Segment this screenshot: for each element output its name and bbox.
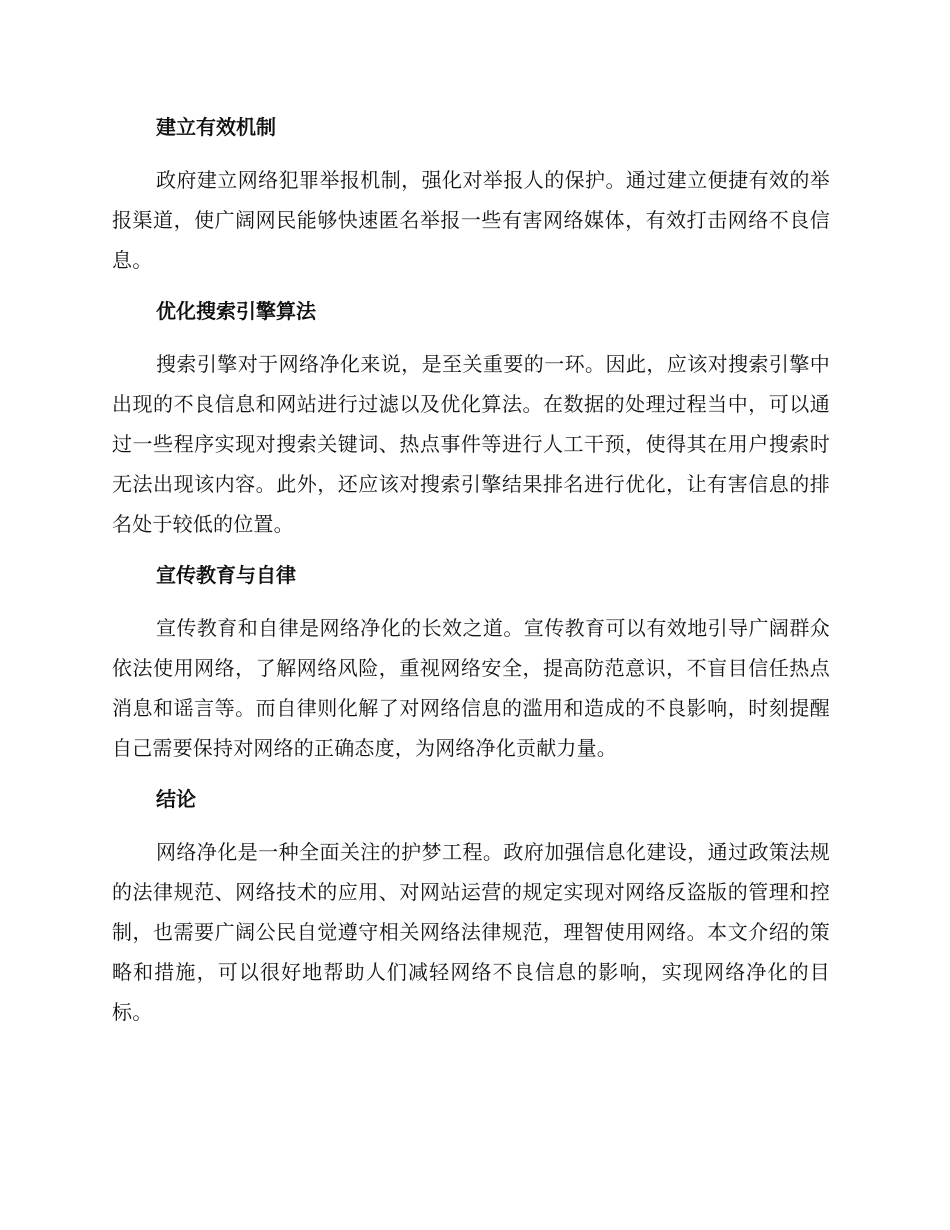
section-mechanism [112,108,830,280]
section-heading: 优化搜索引擎算法 [156,299,316,323]
document-page [112,108,830,1044]
section-paragraph: 搜索引擎对于网络净化来说，是至关重要的一环。因此，应该对搜索引擎中出现的不良信息和网站进行过滤以及优化算法。在数据的处理过程当中，可以通过一些程序实现对搜索关键词、热点事件等进行人工干预，使得其在用户搜索时无法出现该内容。此外，还应该对搜索引擎结果排名进行优化，让有害信息的排名处于较低的位置。 [112,352,830,536]
section-conclusion [112,780,830,1032]
section-paragraph: 宣传教育和自律是网络净化的长效之道。宣传教育可以有效地引导广阔群众依法使用网络，了解网络风险，重视网络安全，提高防范意识，不盲目信任热点消息和谣言等。而自律则化解了对网络信息的滥用和造成的不良影响，时刻提醒自己需要保持对网络的正确态度，为网络净化贡献力量。 [112,616,830,760]
section-heading: 结论 [156,787,196,811]
section-education [112,556,830,768]
section-paragraph: 政府建立网络犯罪举报机制，强化对举报人的保护。通过建立便捷有效的举报渠道，使广阔网民能够快速匿名举报一些有害网络媒体，有效打击网络不良信息。 [112,168,830,272]
section-paragraph: 网络净化是一种全面关注的护梦工程。政府加强信息化建设，通过政策法规的法律规范、网络技术的应用、对网站运营的规定实现对网络反盗版的管理和控制，也需要广阔公民自觉遵守相关网络法律规范，理智使用网络。本文介绍的策略和措施，可以很好地帮助人们减轻网络不良信息的影响，实现网络净化的目标。 [112,840,830,1024]
section-search-engine [112,292,830,544]
section-heading: 宣传教育与自律 [156,563,296,587]
section-heading: 建立有效机制 [156,115,276,139]
